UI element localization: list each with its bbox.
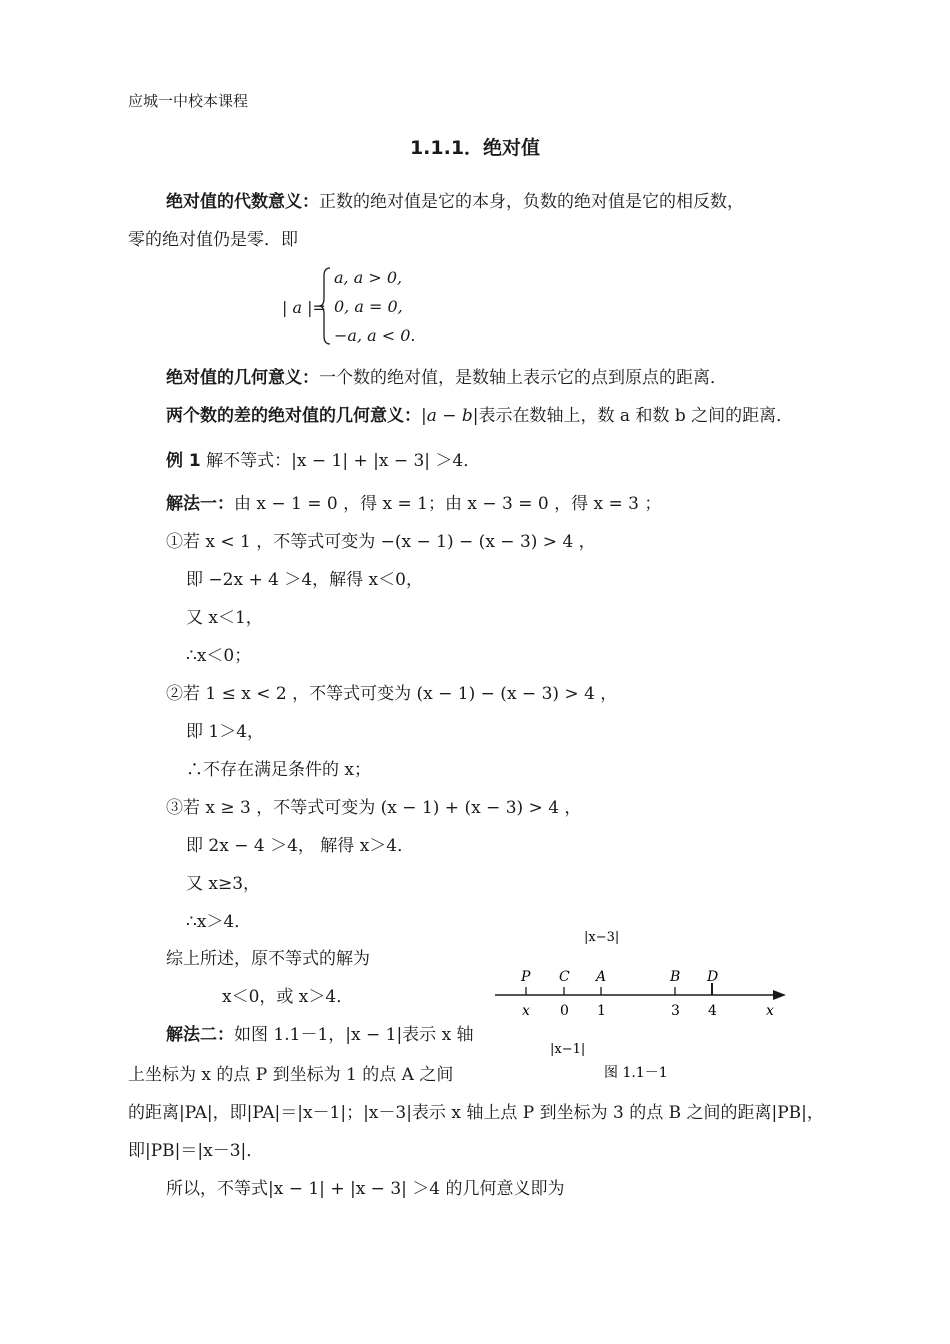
piecewise-row3: −a, a < 0.: [334, 326, 416, 345]
method1-label: 解法一：: [166, 494, 234, 514]
method1-line: ③若 x ≥ 3 ，不等式可变为 (x − 1) + (x − 3) > 4 ，: [166, 798, 582, 818]
method1-text: 由 x − 1 = 0 ，得 x = 1；由 x − 3 = 0 ，得 x = 3 ；: [234, 494, 662, 514]
axis-arrow-icon: [773, 990, 786, 1000]
number-line-svg: [490, 925, 800, 1085]
example-label: 例 1: [166, 451, 201, 471]
method1-line: ②若 1 ≤ x < 2 ，不等式可变为 (x − 1) − (x − 3) > 4 ，: [166, 684, 618, 704]
method1-line: 又 x＜1，: [186, 608, 263, 628]
method2-line4: 即|PB|＝|x－3|．: [128, 1141, 264, 1161]
figure-bottom-label: |x−1|: [550, 1042, 586, 1057]
method1-line: ∴不存在满足条件的 x；: [186, 760, 371, 780]
coord-label-D: 4: [708, 1003, 717, 1019]
geometric-paragraph: [166, 366, 727, 390]
method1-line: 又 x≥3，: [186, 874, 261, 894]
method2-line5: 所以，不等式|x − 1| + |x − 3| ＞4 的几何意义即为: [166, 1179, 565, 1199]
page-header: 应城一中校本课程: [128, 92, 249, 110]
difference-expr: |a − b|: [421, 406, 479, 426]
difference-paragraph: [166, 404, 793, 428]
algebraic-label: 绝对值的代数意义：: [166, 192, 319, 212]
figure-top-label: |x−3|: [584, 930, 620, 945]
tick-group: [520, 969, 718, 1019]
piecewise-row2: 0, a = 0,: [334, 297, 403, 316]
example-paragraph: [166, 449, 480, 473]
point-label-P: P: [521, 969, 531, 985]
algebraic-text2: 零的绝对值仍是零．即: [128, 230, 298, 250]
method2-label: 解法二：: [166, 1025, 234, 1045]
point-label-C: C: [559, 969, 570, 985]
point-label-D: D: [707, 969, 719, 985]
example-text: 解不等式：|x − 1| + |x − 3| ＞4．: [206, 451, 481, 471]
point-label-A: A: [596, 969, 607, 985]
method1-line: ①若 x < 1 ，不等式可变为 −(x − 1) − (x − 3) > 4 ，: [166, 532, 596, 552]
method2-line1: 如图 1.1－1，|x − 1|表示 x 轴: [234, 1025, 474, 1045]
coord-label-A: 1: [597, 1003, 606, 1019]
section-title: 1.1.1．绝对值: [409, 137, 541, 159]
point-label-B: B: [670, 969, 681, 985]
algebraic-paragraph: [166, 190, 744, 214]
algebraic-text1: 正数的绝对值是它的本身，负数的绝对值是它的相反数，: [319, 192, 744, 212]
figure-caption: 图 1.1－1: [604, 1065, 668, 1081]
difference-text: 表示在数轴上，数 a 和数 b 之间的距离．: [478, 406, 794, 426]
method2-line2: 上坐标为 x 的点 P 到坐标为 1 的点 A 之间: [128, 1065, 454, 1085]
method1-line: 即 −2x + 4 ＞4，解得 x＜0，: [186, 570, 423, 590]
geometric-text: 一个数的绝对值，是数轴上表示它的点到原点的距离．: [319, 368, 727, 388]
method1-line: 即 1＞4，: [186, 722, 265, 742]
method1-intro: [166, 492, 661, 516]
coord-label-C: 0: [560, 1003, 569, 1019]
method1-summary1: 综上所述，原不等式的解为: [166, 949, 370, 969]
left-brace-icon: [318, 266, 332, 346]
piecewise-row1: a, a > 0,: [334, 268, 403, 287]
method1-line: ∴x＜0；: [186, 646, 252, 666]
axis-label: x: [766, 1003, 774, 1019]
method2-intro: [166, 1023, 474, 1047]
method1-line: 即 2x − 4 ＞4， 解得 x＞4．: [186, 836, 415, 856]
method1-line: ∴x＞4．: [186, 912, 252, 932]
piecewise-lhs: | a |=: [282, 298, 326, 317]
coord-label-B: 3: [671, 1003, 680, 1019]
coord-label-P: x: [522, 1003, 530, 1019]
method1-summary2: x＜0，或 x＞4．: [222, 987, 354, 1007]
geometric-label: 绝对值的几何意义：: [166, 368, 319, 388]
difference-label: 两个数的差的绝对值的几何意义：: [166, 406, 421, 426]
method2-line3: 的距离|PA|，即|PA|＝|x－1|；|x－3|表示 x 轴上点 P 到坐标为 3 的点 B 之间的距离|PB|，: [128, 1103, 824, 1123]
